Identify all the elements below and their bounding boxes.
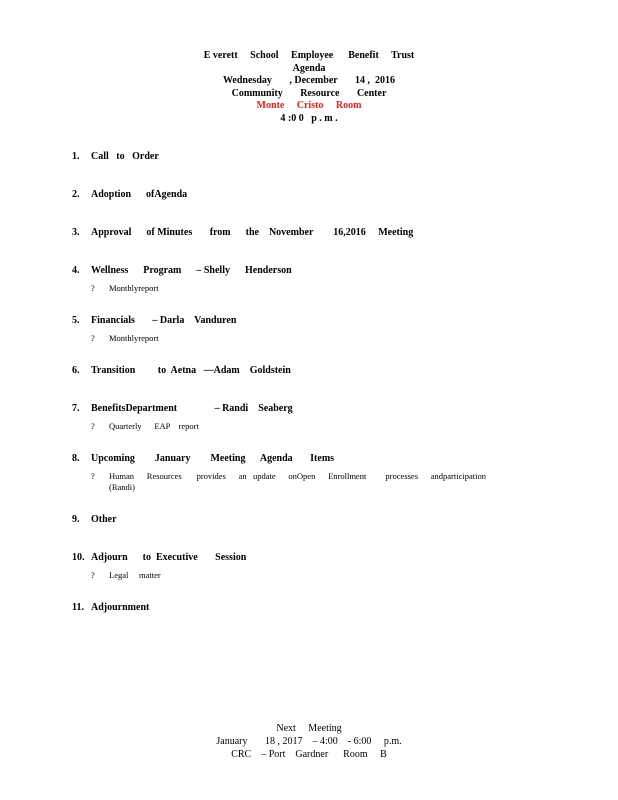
- agenda-item-number: 11.: [72, 602, 84, 613]
- agenda-item-text: Transition to Aetna —Adam Goldstein: [91, 365, 291, 376]
- agenda-item-title: [72, 314, 552, 327]
- agenda-item: [72, 364, 552, 377]
- meeting-time: 4 :0 0 p . m .: [280, 112, 338, 124]
- agenda-item-text: Approval of Minutes from the November 16,2016 Meeting: [91, 227, 414, 238]
- agenda-item-title: [72, 364, 552, 377]
- agenda-sub-item: [72, 333, 552, 344]
- agenda-item: [72, 551, 552, 581]
- agenda-sub-item: [72, 283, 552, 294]
- agenda-item-title: [72, 452, 552, 465]
- meeting-place: Community Resource Center: [231, 87, 387, 99]
- agenda-header: [0, 50, 618, 126]
- agenda-item: [72, 226, 552, 239]
- agenda-item-number: 7.: [72, 403, 80, 414]
- agenda-item-number: 3.: [72, 227, 80, 238]
- agenda-item-text: Other: [91, 514, 117, 525]
- organization-name: E verett School Employee Benefit Trust: [203, 50, 415, 61]
- agenda-item-text: Upcoming January Meeting Agenda Items: [91, 453, 335, 464]
- agenda-item: [72, 150, 552, 163]
- next-meeting-date: January 18 , 2017 – 4:00 - 6:00 p.m.: [216, 736, 402, 747]
- agenda-sub-item-text: Monthlyreport: [109, 333, 159, 343]
- agenda-list: [72, 150, 552, 639]
- agenda-item-number: 8.: [72, 453, 80, 464]
- agenda-item: [72, 452, 552, 493]
- next-meeting-heading: Next Meeting: [276, 723, 342, 734]
- agenda-item-number: 6.: [72, 365, 80, 376]
- agenda-item: [72, 314, 552, 344]
- meeting-room: Monte Cristo Room: [256, 100, 362, 112]
- agenda-item-text: BenefitsDepartment – Randi Seaberg: [91, 403, 293, 414]
- agenda-item: [72, 188, 552, 201]
- bullet-glyph: ?: [91, 283, 95, 293]
- agenda-item-text: Adoption ofAgenda: [91, 189, 188, 200]
- agenda-item-number: 9.: [72, 514, 80, 525]
- agenda-item-text: Financials – Darla Vanduren: [91, 315, 237, 326]
- bullet-glyph: ?: [91, 471, 95, 481]
- agenda-item-title: [72, 150, 552, 163]
- agenda-item-title: [72, 226, 552, 239]
- agenda-item-number: 5.: [72, 315, 80, 326]
- agenda-item-title: [72, 513, 552, 526]
- agenda-item-title: [72, 264, 552, 277]
- agenda-item-title: [72, 402, 552, 415]
- agenda-item-title: [72, 601, 552, 614]
- next-meeting-footer: [0, 722, 618, 761]
- agenda-sub-item-text: Quarterly EAP report: [109, 421, 199, 431]
- agenda-sub-item: [72, 421, 552, 432]
- agenda-item: [72, 264, 552, 294]
- agenda-item-title: [72, 551, 552, 564]
- bullet-glyph: ?: [91, 570, 95, 580]
- agenda-item-number: 1.: [72, 151, 80, 162]
- agenda-item-title: [72, 188, 552, 201]
- agenda-item-number: 10.: [72, 552, 85, 563]
- agenda-sub-item-text: Human Resources provides an update onOpen Enrollment processes andparticipation (Randi): [109, 471, 486, 492]
- agenda-sub-item: [72, 570, 552, 581]
- agenda-item-text: Call to Order: [91, 151, 159, 162]
- agenda-sub-item-text: Monthlyreport: [109, 283, 159, 293]
- bullet-glyph: ?: [91, 421, 95, 431]
- agenda-item-number: 2.: [72, 189, 80, 200]
- agenda-item: [72, 601, 552, 614]
- agenda-item: [72, 402, 552, 432]
- meeting-date: Wednesday , December 14 , 2016: [222, 75, 396, 87]
- agenda-sub-item-text: Legal matter: [109, 570, 161, 580]
- agenda-item-number: 4.: [72, 265, 80, 276]
- agenda-sub-item: [72, 471, 552, 493]
- agenda-item-text: Adjourn to Executive Session: [91, 552, 247, 563]
- agenda-item-text: Adjournment: [91, 602, 150, 613]
- bullet-glyph: ?: [91, 333, 95, 343]
- agenda-item: [72, 513, 552, 526]
- document-type: Agenda: [292, 62, 326, 74]
- agenda-item-text: Wellness Program – Shelly Henderson: [91, 265, 292, 276]
- next-meeting-location: CRC – Port Gardner Room B: [231, 749, 387, 760]
